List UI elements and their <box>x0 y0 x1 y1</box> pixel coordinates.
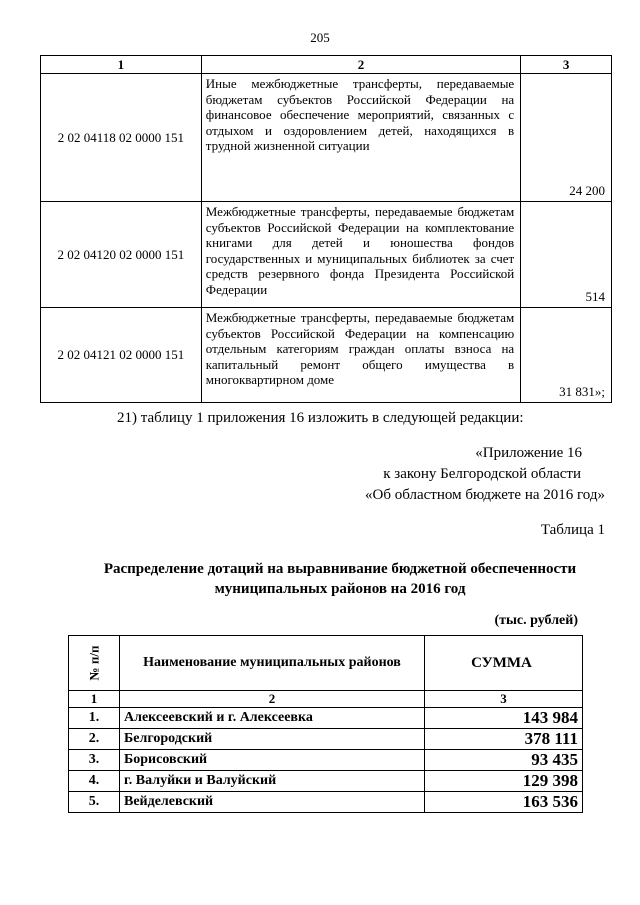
table-row <box>69 771 583 792</box>
row-number: 3. <box>69 750 120 771</box>
district-sum: 378 111 <box>425 729 583 750</box>
table-label: Таблица 1 <box>540 522 605 538</box>
district-name: Белгородский <box>120 729 425 750</box>
column-header-sum: СУММА <box>425 636 583 691</box>
table-header-row <box>69 636 583 691</box>
table-row <box>41 202 612 308</box>
table-header-row <box>41 56 612 74</box>
subsidies-table <box>68 635 583 813</box>
row-number: 5. <box>69 792 120 813</box>
column-header-name: Наименование муниципальных районов <box>120 636 425 691</box>
budget-code: 2 02 04121 02 0000 151 <box>41 308 202 403</box>
district-sum: 163 536 <box>425 792 583 813</box>
row-number: 1. <box>69 708 120 729</box>
column-header: 3 <box>521 56 612 74</box>
description: Иные межбюджетные трансферты, передаваемые бюджетам субъектов Российской Федерации на финансовое обеспечение мероприятий, связанных с отдыхом и оздоровлением детей, находящихся в трудной жизненной ситуации <box>201 74 520 202</box>
column-number: 2 <box>120 691 425 708</box>
document-title <box>0 559 640 599</box>
amendment-paragraph: 21) таблицу 1 приложения 16 изложить в следующей редакции: <box>117 410 524 426</box>
appendix-line-3: «Об областном бюджете на 2016 год» <box>365 487 605 503</box>
row-number: 2. <box>69 729 120 750</box>
table-row <box>69 750 583 771</box>
column-number: 1 <box>69 691 120 708</box>
table-row <box>69 792 583 813</box>
table-row <box>41 74 612 202</box>
district-name: г. Валуйки и Валуйский <box>120 771 425 792</box>
row-number: 4. <box>69 771 120 792</box>
budget-code: 2 02 04120 02 0000 151 <box>41 202 202 308</box>
budget-code: 2 02 04118 02 0000 151 <box>41 74 202 202</box>
column-header: 1 <box>41 56 202 74</box>
transfers-table <box>40 55 612 403</box>
vertical-label: № п/п <box>86 645 101 680</box>
district-sum: 143 984 <box>425 708 583 729</box>
page-number: 205 <box>310 30 330 45</box>
amount: 514 <box>521 202 612 308</box>
amount: 31 831»; <box>521 308 612 403</box>
column-number-row <box>69 691 583 708</box>
title-line-1: Распределение дотаций на выравнивание бюджетной обеспеченности <box>103 561 577 577</box>
appendix-line-2: к закону Белгородской области <box>383 466 581 482</box>
table-row <box>69 729 583 750</box>
description: Межбюджетные трансферты, передаваемые бюджетам субъектов Российской Федерации на комплектование книгами для детей и юношества фондов государственных и муниципальных библиотек за счет средств резервного фонда Президента Российской Федерации <box>201 202 520 308</box>
table-row <box>41 308 612 403</box>
district-name: Вейделевский <box>120 792 425 813</box>
district-sum: 93 435 <box>425 750 583 771</box>
column-header-number <box>69 636 120 691</box>
appendix-line-1: «Приложение 16 <box>475 445 582 461</box>
units-label: (тыс. рублей) <box>494 613 578 628</box>
title-line-2: муниципальных районов на 2016 год <box>214 581 466 597</box>
table-row <box>69 708 583 729</box>
amount: 24 200 <box>521 74 612 202</box>
district-name: Алексеевский и г. Алексеевка <box>120 708 425 729</box>
column-number: 3 <box>425 691 583 708</box>
district-sum: 129 398 <box>425 771 583 792</box>
description: Межбюджетные трансферты, передаваемые бюджетам субъектов Российской Федерации на компенсацию отдельным категориям граждан оплаты взноса на капитальный ремонт общего имущества в многоквартирном доме <box>201 308 520 403</box>
district-name: Борисовский <box>120 750 425 771</box>
column-header: 2 <box>201 56 520 74</box>
